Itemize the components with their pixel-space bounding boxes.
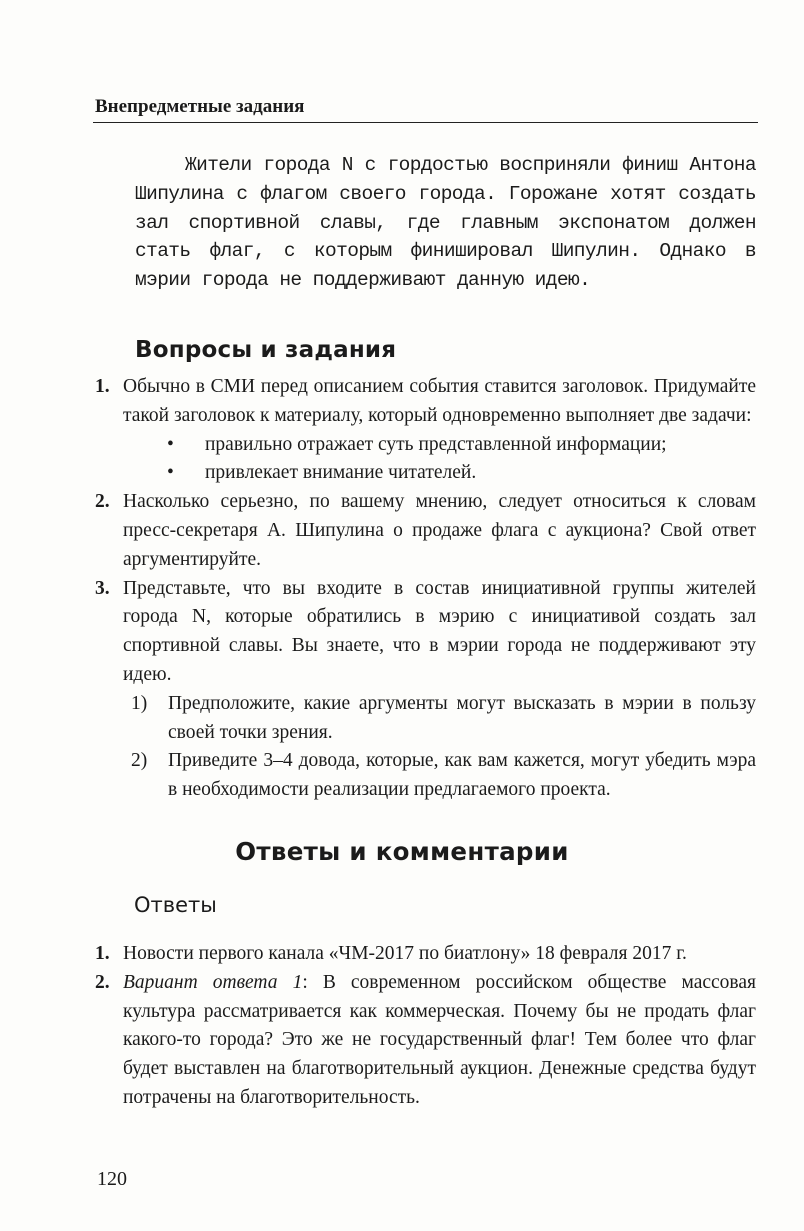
subitem <box>123 747 756 805</box>
bullet-item <box>123 459 756 488</box>
running-header: Внепредметные задания <box>95 96 305 117</box>
page-number: 120 <box>97 1168 127 1190</box>
answer-paragraph <box>123 969 756 1113</box>
answers-subtitle: Ответы <box>134 893 217 917</box>
subitem-number: 2) <box>131 750 148 772</box>
subitem-number: 1) <box>131 692 148 714</box>
bullet-text: правильно отражает суть представленной информации; <box>205 433 667 455</box>
subitem-list <box>123 690 756 805</box>
question-text: Представьте, что вы входите в состав инициативной группы жителей города N, которые обратились в мэрию с инициативой создать зал спортивной славы. Вы знаете, что в мэрии города не поддерживают эту идею. <box>123 577 756 685</box>
answer-number: 1. <box>95 943 110 964</box>
answers-list <box>95 940 756 1113</box>
case-text: Жители города N с гордостью восприняли финиш Антона Шипулина с флагом своего города. Горожане хотят создать зал спортивной славы, где главным экспонатом должен стать флаг, с которым финишировал Шипулин. Однако в мэрии города не поддерживают данную идею. <box>135 154 756 292</box>
question-item <box>95 488 756 574</box>
answer-variant-label: Вариант ответа 1 <box>123 971 303 993</box>
subitem <box>123 690 756 748</box>
bullet-text: привлекает внимание читателей. <box>205 462 477 484</box>
header-rule <box>93 122 758 123</box>
question-number: 1. <box>95 376 110 397</box>
answer-item <box>95 969 756 1113</box>
answer-text: Новости первого канала «ЧМ-2017 по биатлону» 18 февраля 2017 г. <box>123 943 687 964</box>
questions-title: Вопросы и задания <box>135 337 397 363</box>
question-number: 3. <box>95 577 110 599</box>
bullet-item <box>123 431 756 460</box>
answer-number: 2. <box>95 971 110 993</box>
question-text: Насколько серьезно, по вашему мнению, следует относиться к словам пресс-секретаря А. Шипулина о продаже флага с аукциона? Свой ответ аргументируйте. <box>123 491 756 570</box>
bullet-icon: • <box>167 462 174 484</box>
answer-item <box>95 940 756 969</box>
subitem-text: Приведите 3–4 довода, которые, как вам кажется, могут убедить мэра в необходимости реализации предлагаемого проекта. <box>168 750 756 801</box>
questions-list <box>95 373 756 805</box>
answer-text: : В современном российском обществе массовая культура рассматривается как коммерческая. Почему бы не продать флаг какого-то города? Это же не государственный флаг! Тем более что флаг будет выставлен на благотворительный аукцион. Денежные средства будут потрачены на благотворительность. <box>123 971 756 1108</box>
subitem-text: Предположите, какие аргументы могут высказать в мэрии в пользу своей точки зрения. <box>168 692 756 743</box>
answers-title: Ответы и комментарии <box>235 837 569 866</box>
question-number: 2. <box>95 491 110 513</box>
question-text: Обычно в СМИ перед описанием события ставится заголовок. Придумайте такой заголовок к материалу, который одновременно выполняет две задачи: <box>123 376 756 426</box>
bullet-icon: • <box>167 433 174 455</box>
question-item <box>95 575 756 805</box>
question-item <box>95 373 756 488</box>
bullet-list <box>123 431 756 489</box>
